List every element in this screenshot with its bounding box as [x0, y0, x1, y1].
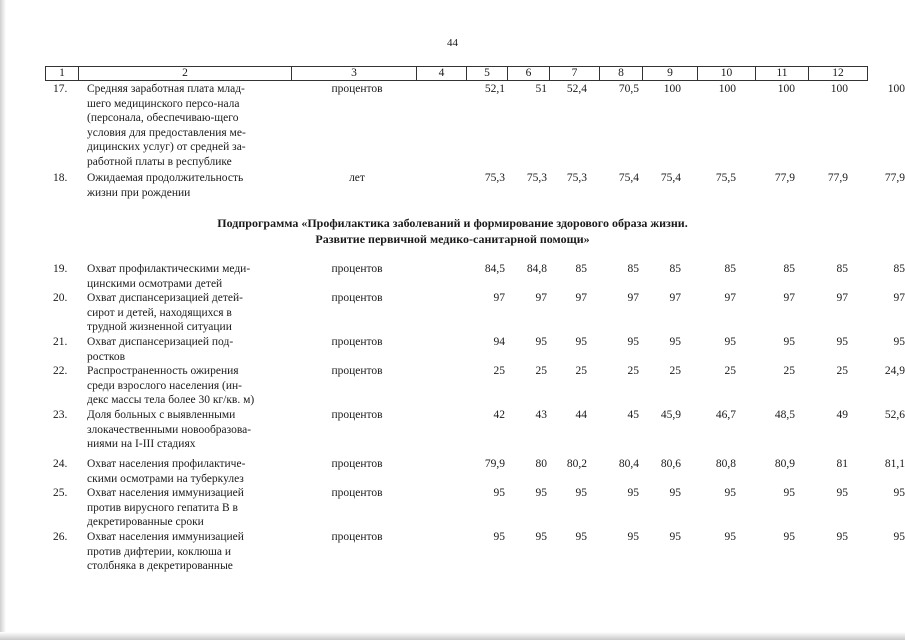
value-cell: 97	[724, 292, 736, 304]
value-cell: 85	[783, 263, 795, 275]
value-cell: 25	[575, 365, 587, 377]
value-cell: 77,9	[774, 172, 795, 184]
value-cell: 84,8	[526, 263, 547, 275]
page-number: 44	[447, 37, 458, 49]
value-cell: 95	[493, 531, 505, 543]
column-header: 2	[79, 67, 292, 81]
column-header: 12	[809, 67, 868, 81]
row-number: 17.	[53, 83, 68, 95]
column-header: 11	[756, 67, 809, 81]
row-number: 18.	[53, 172, 68, 184]
column-header-table	[45, 66, 868, 81]
value-cell: 97	[836, 292, 848, 304]
value-cell: 25	[836, 365, 848, 377]
value-cell: 45	[627, 409, 639, 421]
value-cell: 77,9	[827, 172, 848, 184]
value-cell: 24,9	[884, 365, 905, 377]
scan-shadow-bottom	[0, 632, 905, 640]
column-header: 4	[417, 67, 467, 81]
unit-cell: процентов	[331, 365, 383, 377]
value-cell: 95	[783, 336, 795, 348]
value-cell: 95	[535, 336, 547, 348]
value-cell: 43	[535, 409, 547, 421]
unit-cell: процентов	[331, 487, 383, 499]
column-header: 3	[292, 67, 417, 81]
unit-cell: процентов	[331, 83, 383, 95]
value-cell: 75,3	[484, 172, 505, 184]
value-cell: 80,9	[774, 458, 795, 470]
row-number: 24.	[53, 458, 68, 470]
value-cell: 95	[724, 531, 736, 543]
value-cell: 81	[836, 458, 848, 470]
value-cell: 85	[669, 263, 681, 275]
unit-cell: лет	[349, 172, 365, 184]
value-cell: 97	[893, 292, 905, 304]
value-cell: 95	[783, 487, 795, 499]
indicator-name: Охват диспансеризацией под- ростков	[87, 336, 234, 363]
value-cell: 85	[627, 263, 639, 275]
row-number: 21.	[53, 336, 68, 348]
unit-cell: процентов	[331, 292, 383, 304]
unit-cell: процентов	[331, 531, 383, 543]
value-cell: 95	[535, 531, 547, 543]
column-header: 5	[467, 67, 508, 81]
value-cell: 95	[627, 531, 639, 543]
value-cell: 75,3	[566, 172, 587, 184]
row-number: 26.	[53, 531, 68, 543]
indicator-name: Охват населения профилактиче- скими осмотрами на туберкулез	[87, 458, 246, 485]
value-cell: 80,4	[618, 458, 639, 470]
value-cell: 85	[893, 263, 905, 275]
value-cell: 95	[724, 487, 736, 499]
unit-cell: процентов	[331, 458, 383, 470]
value-cell: 84,5	[484, 263, 505, 275]
value-cell: 95	[669, 531, 681, 543]
value-cell: 25	[627, 365, 639, 377]
value-cell: 52,1	[484, 83, 505, 95]
column-header: 8	[600, 67, 643, 81]
subprogram-title-line: Подпрограмма «Профилактика заболеваний и формирование здорового образа жизни.	[217, 216, 688, 230]
column-header: 6	[508, 67, 550, 81]
value-cell: 75,4	[660, 172, 681, 184]
value-cell: 95	[669, 487, 681, 499]
subprogram-title-line: Развитие первичной медико-санитарной помощи»	[315, 231, 590, 246]
value-cell: 100	[663, 83, 681, 95]
value-cell: 79,9	[484, 458, 505, 470]
indicator-name: Охват профилактическими меди- цинскими осмотрами детей	[87, 263, 251, 290]
value-cell: 25	[724, 365, 736, 377]
value-cell: 48,5	[774, 409, 795, 421]
value-cell: 45,9	[660, 409, 681, 421]
value-cell: 95	[783, 531, 795, 543]
value-cell: 46,7	[715, 409, 736, 421]
unit-cell: процентов	[331, 409, 383, 421]
value-cell: 81,1	[884, 458, 905, 470]
value-cell: 75,3	[526, 172, 547, 184]
value-cell: 97	[627, 292, 639, 304]
value-cell: 75,4	[618, 172, 639, 184]
value-cell: 94	[493, 336, 505, 348]
value-cell: 85	[724, 263, 736, 275]
value-cell: 52,4	[566, 83, 587, 95]
value-cell: 95	[493, 487, 505, 499]
value-cell: 97	[493, 292, 505, 304]
value-cell: 95	[893, 531, 905, 543]
value-cell: 95	[893, 487, 905, 499]
value-cell: 97	[535, 292, 547, 304]
subprogram-title	[0, 216, 905, 247]
value-cell: 95	[575, 531, 587, 543]
value-cell: 25	[535, 365, 547, 377]
column-header: 7	[550, 67, 600, 81]
value-cell: 100	[830, 83, 848, 95]
value-cell: 51	[535, 83, 547, 95]
value-cell: 52,6	[884, 409, 905, 421]
unit-cell: процентов	[331, 263, 383, 275]
value-cell: 80,2	[566, 458, 587, 470]
unit-cell: процентов	[331, 336, 383, 348]
value-cell: 95	[669, 336, 681, 348]
row-number: 22.	[53, 365, 68, 377]
row-number: 25.	[53, 487, 68, 499]
indicator-name: Распространенность ожирения среди взрослого населения (ин- декс массы тела более 30 кг/кв. м)	[87, 365, 255, 406]
value-cell: 97	[783, 292, 795, 304]
value-cell: 70,5	[618, 83, 639, 95]
value-cell: 85	[575, 263, 587, 275]
value-cell: 100	[718, 83, 736, 95]
value-cell: 95	[836, 336, 848, 348]
scan-shadow-left	[0, 0, 6, 640]
indicator-name: Охват диспансеризацией детей- сирот и детей, находящихся в трудной жизненной ситуации	[87, 292, 243, 333]
value-cell: 97	[575, 292, 587, 304]
value-cell: 85	[836, 263, 848, 275]
value-cell: 25	[493, 365, 505, 377]
value-cell: 25	[783, 365, 795, 377]
column-header: 10	[698, 67, 756, 81]
column-header: 9	[643, 67, 698, 81]
value-cell: 95	[836, 531, 848, 543]
value-cell: 95	[575, 336, 587, 348]
row-number: 20.	[53, 292, 68, 304]
value-cell: 42	[493, 409, 505, 421]
value-cell: 95	[627, 487, 639, 499]
value-cell: 95	[836, 487, 848, 499]
value-cell: 77,9	[884, 172, 905, 184]
value-cell: 100	[777, 83, 795, 95]
value-cell: 95	[535, 487, 547, 499]
value-cell: 95	[724, 336, 736, 348]
indicator-name: Средняя заработная плата млад- шего медицинского персо-нала (персонала, обеспечиваю-щего условия для предоставления ме- дицинских услуг) от средней за- работной платы в республике	[87, 83, 246, 168]
value-cell: 44	[575, 409, 587, 421]
indicator-name: Охват населения иммунизацией против дифтерии, коклюша и столбняка в декретированные	[87, 531, 244, 572]
value-cell: 80,6	[660, 458, 681, 470]
row-number: 23.	[53, 409, 68, 421]
column-header: 1	[46, 67, 79, 81]
indicator-name: Охват населения иммунизацией против вирусного гепатита В в декретированные сроки	[87, 487, 244, 528]
indicator-name: Доля больных с выявленными злокачественными новообразова- ниями на I-III стадиях	[87, 409, 252, 450]
value-cell: 97	[669, 292, 681, 304]
value-cell: 49	[836, 409, 848, 421]
value-cell: 80,8	[715, 458, 736, 470]
value-cell: 95	[627, 336, 639, 348]
indicator-name: Ожидаемая продолжительность жизни при рождении	[87, 172, 244, 199]
value-cell: 100	[887, 83, 905, 95]
value-cell: 95	[893, 336, 905, 348]
value-cell: 80	[535, 458, 547, 470]
value-cell: 25	[669, 365, 681, 377]
value-cell: 95	[575, 487, 587, 499]
value-cell: 75,5	[715, 172, 736, 184]
row-number: 19.	[53, 263, 68, 275]
